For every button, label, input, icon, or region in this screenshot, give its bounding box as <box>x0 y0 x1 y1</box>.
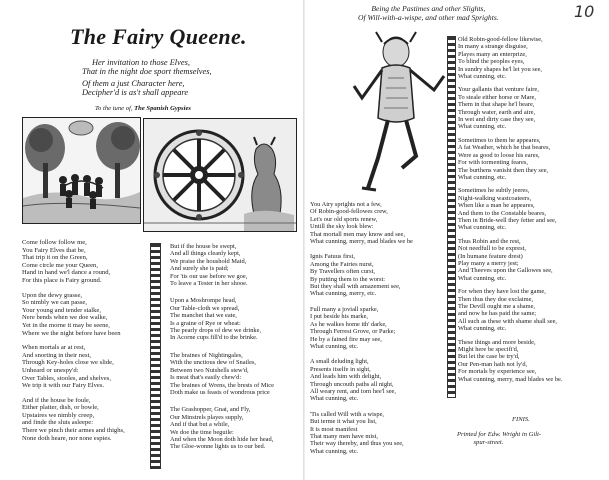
verse-stanza: And if the house be foule, Either platter, dish, or bowle, Upstaires we nimbly creep, and finde the sluts asleepe: There we pinch their armes and thighs, None doth heare, nor none espies. <box>22 396 125 442</box>
tune-line <box>95 105 191 112</box>
header-line: Of Will-with-a-wispe, and other mad Sprights. <box>358 13 499 22</box>
fairy-dance-illustration <box>23 118 140 223</box>
robin-goodfellow-woodcut <box>348 28 450 198</box>
verse-stanza: Thus Robin and the rest, Not needfull to be exprest, (In humane feature drest) Play many a merry jest; And Theeves upon the Gallowes see, What cunning, etc. <box>458 237 553 282</box>
verse-stanza: You Airy sprights not a few, Of Robin-good-fellowes crew, Let's our old sports renew, Untill the sky look blew: That mortall men may know and see, What cunning, merry, mad blades we be <box>310 201 413 246</box>
right-column-b-verses <box>458 36 606 383</box>
left-column-verses <box>22 239 146 442</box>
verse-stanza: A small deluding light, Presents itselfe in sight, And leads him with delight, Through uncouth paths all night, All weary rent, and torn hee'l see, What cunning, etc. <box>310 358 396 403</box>
verse-stanza: The braines of Nightingales, With the unctious dew of Snailes, Between two Nutshells stew'd, Is meat that's easily chew'd: The braines of Wrens, the brests of Mice Doth make us feasts of wondrous price <box>170 351 274 396</box>
page-gutter <box>303 0 305 480</box>
subtitle-line: Of them a just Character here, <box>82 79 185 88</box>
verse-stanza: Full many a joviall sparke, I put beside his marke, As he walkes home ith' darke, Through Ferrest Grove, or Parke; He by a fained fire may see, What cunning, etc. <box>310 305 396 350</box>
printer-imprint: Printed for Edw. Wright in Gilt- spur-street. <box>457 431 542 446</box>
verse-stanza: For when they have lost the game, Then thus they doe exclaime, The Devill ought me a shame, and now he has paid the same; All such as these with shame shall see, What cunning, etc. <box>458 288 558 333</box>
verse-stanza: These things and more beside, Might here be specifi'd, But let the case be try'd, Our Pen-man hath not ly'd, For mortals by experience see, What cunning, merry, mad blades we be. <box>458 338 563 383</box>
finis-mark: FINIS. <box>512 416 530 423</box>
page-number: 10 <box>574 2 595 21</box>
right-page-header <box>358 4 499 22</box>
subtitle-line: That in the night doe sport themselves, <box>82 67 212 76</box>
subtitle-line: Her invitation to those Elves, <box>92 58 190 67</box>
middle-column-verses <box>170 243 302 451</box>
sprite-figure-illustration <box>348 28 450 198</box>
verse-stanza: 'Tis called Will with a wispe, But terme it what you list, It is most manifest That many men have mist, Their way thereby, and thus you see, What cunning, etc. <box>310 410 404 455</box>
fairy-dance-woodcut <box>22 117 141 224</box>
page-title: The Fairy Queene. <box>70 24 247 49</box>
verse-stanza: When mortals ar at rest, And snorting in their nest, Through Key-holes close we slide, Unheard or unespy'd: Over Tables, stooles, and shelves, We trip it with our Fairy Elves. <box>22 344 114 390</box>
subtitle-line: Decipher'd is as't shall appeare <box>82 88 189 97</box>
ornamental-border <box>447 36 456 398</box>
verse-stanza: Upon the dewy grasse, So nimbly we can passe, Your young and tender stalke, Nere bends when we doe walke, Yet in the morne it may be seene, Where we the night before have been <box>22 291 121 337</box>
ornamental-border <box>150 243 161 469</box>
wheel-and-satyr-woodcut <box>143 118 297 232</box>
header-line: Being the Pastimes and other Slights, <box>371 4 486 13</box>
verse-stanza: Your gallants that venture faire, To steale either horse or Mare, Them in that shape he'l beare, Through water, earth and aire, In wet and dirty case they see, What cunning, etc. <box>458 86 539 131</box>
tune-prefix: To the tune of, <box>95 105 133 112</box>
wheel-illustration <box>144 119 296 231</box>
verse-stanza: Sometimes he subtly jeeres, Night-walking wastcoateers, When like a man he appeares, And them to the Constable beares, Then in Bride-well they fetter and see, What cunning, etc. <box>458 187 557 232</box>
verse-stanza: Ignis Fatuus first, Among the Fairies nurst, By Travellers often curst, By putting them to the worst: But they shall with amazement see, What cunning, merry, etc. <box>310 253 401 298</box>
verse-stanza: Come follow follow me, You Fairy Elves that be, That trip it on the Green, Come circle me your Queen, Hand in hand we'l dance a round, For this place is Fairy ground. <box>22 239 111 284</box>
verse-stanza: Upon a Moshrompe head, Our Table-cloth we spread, The manchet that we eate, Is a graine of Rye or wheat: The pearly drops of dew we drinke, In Acorne cups fill'd to the brinke. <box>170 297 262 342</box>
verse-stanza: Old Robin-good-fellow likewise, In many a strange disguise, Playes many an enterprize, To blind the peoples eyes, In sundry shapes he'l let you see, What cunning, etc. <box>458 36 543 81</box>
verse-stanza: Sometimes to them he appeares, A fat Weather, which he that beares, Were as good to loose his eares, For with tormenting feares, The burthens vanisht then they see, What cunning, etc. <box>458 136 551 181</box>
verse-stanza: But if the house be swept, And all things cleanly kept, We praise the houshold Maid, And surely she is paid; For 'tis our use before we goe, To leave a Tester in her shooe. <box>170 243 248 288</box>
verse-stanza: The Grashopper, Gnat, and Fly, Our Minstrels playes supply, And if that but a while, We doe the time beguile: And when the Moon doth hide her head, The Gloe-wonne lights us to our bed. <box>170 406 274 451</box>
tune-name: The Spanish Gypsies <box>134 105 191 112</box>
right-column-a-verses <box>310 201 448 455</box>
